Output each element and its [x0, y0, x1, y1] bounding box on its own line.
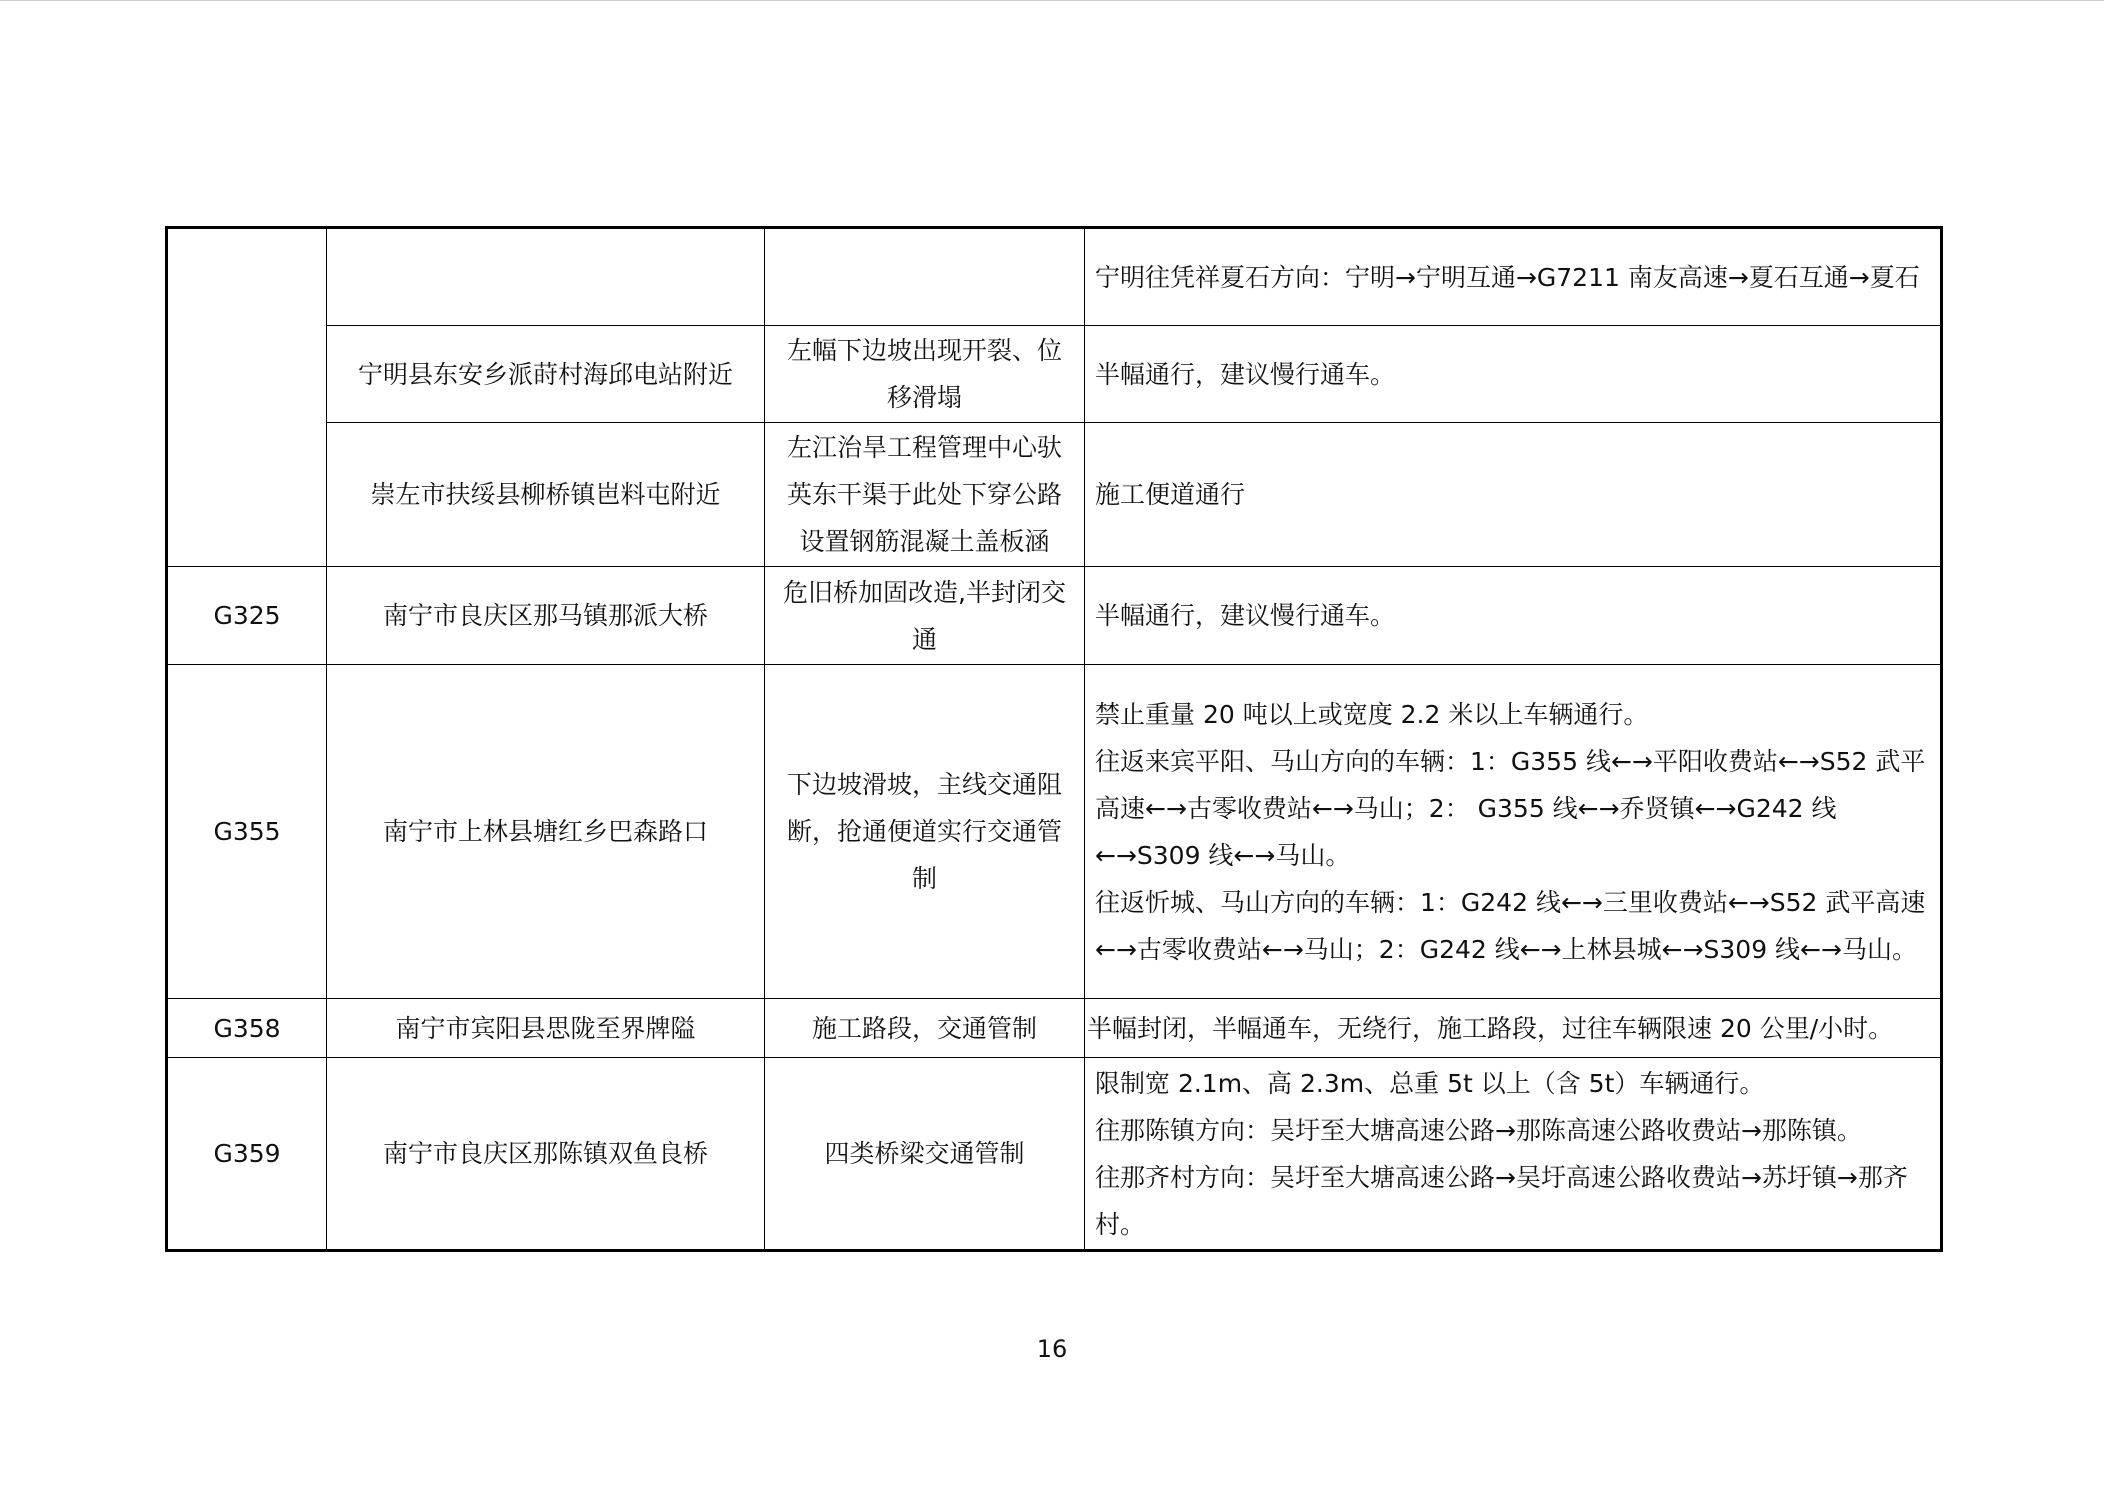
- measure-line: 半幅通行，建议慢行通车。: [1095, 359, 1396, 389]
- measure-line: 禁止重量 20 吨以上或宽度 2.2 米以上车辆通行。: [1095, 699, 1649, 729]
- measures-cell: [1085, 999, 1942, 1058]
- reason-cell: 危旧桥加固改造,半封闭交通: [765, 567, 1085, 665]
- reason-cell: 施工路段，交通管制: [765, 999, 1085, 1058]
- measure-line: 往那齐村方向：吴圩至大塘高速公路→吴圩高速公路收费站→苏圩镇→那齐村。: [1095, 1162, 1908, 1239]
- location-cell: 宁明县东安乡派莳村海邱电站附近: [327, 326, 765, 423]
- reason-cell: 下边坡滑坡，主线交通阻断，抢通便道实行交通管制: [765, 665, 1085, 999]
- road-code-cell: G355: [167, 665, 327, 999]
- location-cell: 崇左市扶绥县柳桥镇岜料屯附近: [327, 423, 765, 567]
- reason-cell: [765, 228, 1085, 326]
- road-code-cell: G325: [167, 567, 327, 665]
- measure-line: 往返来宾平阳、马山方向的车辆：1：G355 线←→平阳收费站←→S52 武平高速←→古零收费站←→马山；2： G355 线←→乔贤镇←→G242 线←→S309 线←→马山。: [1095, 746, 1926, 870]
- table-row: [167, 228, 1942, 326]
- table-row: [167, 1058, 1942, 1251]
- table-row: [167, 423, 1942, 567]
- table-row: [167, 326, 1942, 423]
- measures-cell: [1085, 423, 1942, 567]
- road-code-cell: G358: [167, 999, 327, 1058]
- road-control-table: [165, 226, 1943, 1252]
- location-cell: 南宁市上林县塘红乡巴森路口: [327, 665, 765, 999]
- reason-cell: 四类桥梁交通管制: [765, 1058, 1085, 1251]
- road-code-cell: [167, 228, 327, 567]
- measure-line: 半幅封闭，半幅通车，无绕行，施工路段，过往车辆限速 20 公里/小时。: [1087, 1013, 1894, 1043]
- measures-cell: [1085, 228, 1942, 326]
- reason-cell: 左江治旱工程管理中心驮英东干渠于此处下穿公路设置钢筋混凝土盖板涵: [765, 423, 1085, 567]
- table-row: [167, 567, 1942, 665]
- measures-cell: [1085, 665, 1942, 999]
- location-cell: 南宁市宾阳县思陇至界牌隘: [327, 999, 765, 1058]
- measures-cell: [1085, 326, 1942, 423]
- page-number: 16: [1036, 1335, 1068, 1363]
- location-cell: [327, 228, 765, 326]
- measure-line: 宁明往凭祥夏石方向：宁明→宁明互通→G7211 南友高速→夏石互通→夏石: [1095, 262, 1920, 292]
- road-code-cell: G359: [167, 1058, 327, 1251]
- page-top-edge: [0, 0, 2104, 1]
- measure-line: 半幅通行，建议慢行通车。: [1095, 601, 1396, 630]
- table-row: [167, 999, 1942, 1058]
- reason-cell: 左幅下边坡出现开裂、位移滑塌: [765, 326, 1085, 423]
- location-cell: 南宁市良庆区那陈镇双鱼良桥: [327, 1058, 765, 1251]
- measure-line: 往返忻城、马山方向的车辆：1：G242 线←→三里收费站←→S52 武平高速←→古零收费站←→马山；2：G242 线←→上林县城←→S309 线←→马山。: [1095, 887, 1926, 964]
- measure-line: 施工便道通行: [1095, 480, 1246, 509]
- measures-cell: [1085, 567, 1942, 665]
- measures-cell: [1085, 1058, 1942, 1251]
- measure-line: 限制宽 2.1m、高 2.3m、总重 5t 以上（含 5t）车辆通行。: [1095, 1068, 1765, 1098]
- measure-line: 往那陈镇方向：吴圩至大塘高速公路→那陈高速公路收费站→那陈镇。: [1095, 1115, 1862, 1145]
- location-cell: 南宁市良庆区那马镇那派大桥: [327, 567, 765, 665]
- table-row: [167, 665, 1942, 999]
